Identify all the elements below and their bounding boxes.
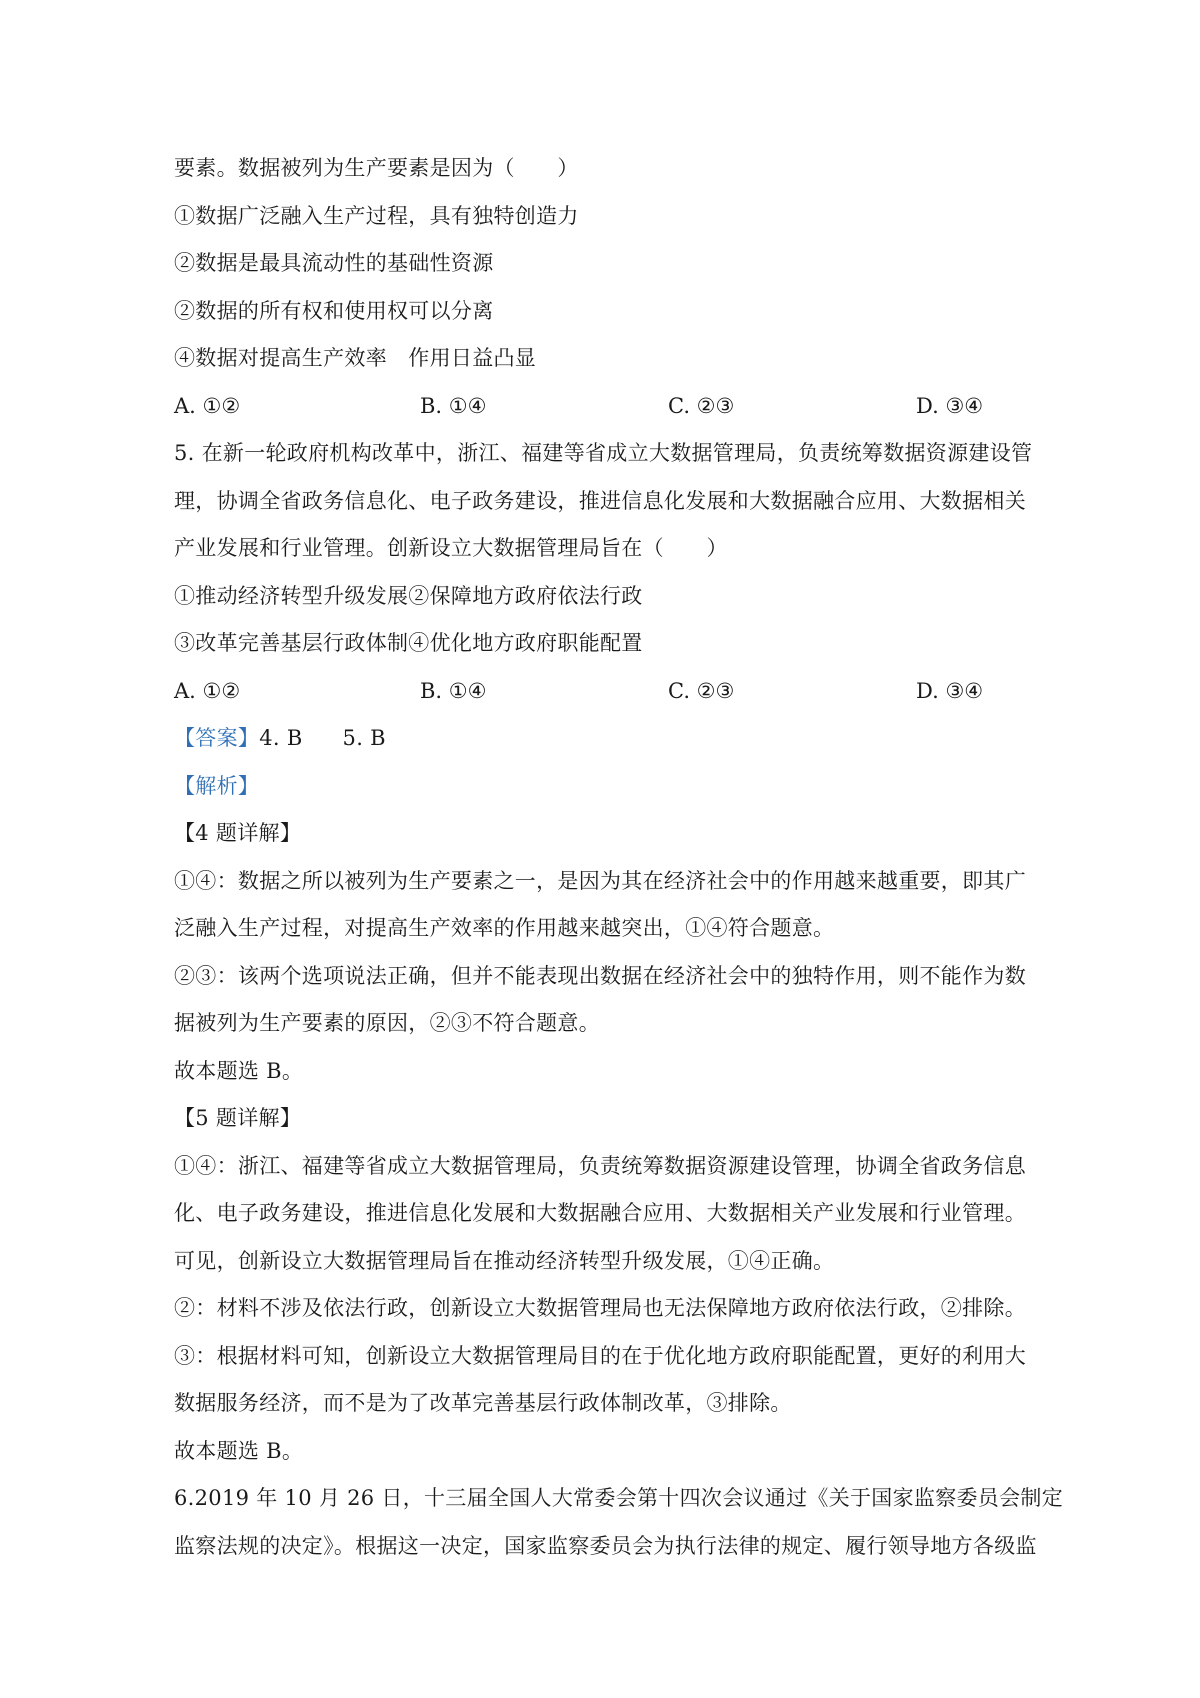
q6-stem-line-2: 监察法规的决定》。根据这一决定，国家监察委员会为执行法律的规定、履行领导地方各级监	[174, 1534, 1037, 1558]
q4-statement-4: ④数据对提高生产效率 作用日益凸显	[174, 346, 537, 370]
q4-option-d: D. ③④	[916, 394, 984, 418]
q4-statement-3: ②数据的所有权和使用权可以分离	[174, 299, 494, 323]
q4-statement-1: ①数据广泛融入生产过程，具有独特创造力	[174, 204, 579, 228]
q6-stem-line-1: 6.2019 年 10 月 26 日，十三届全国人大常委会第十四次会议通过《关于国家监察委员会制定	[174, 1486, 1063, 1510]
q5-detail-line-2: 化、电子政务建设，推进信息化发展和大数据融合应用、大数据相关产业发展和行业管理。	[174, 1201, 1026, 1225]
q5-option-c: C. ②③	[668, 679, 735, 703]
q5-option-d: D. ③④	[916, 679, 984, 703]
q5-option-b: B. ①④	[420, 679, 487, 703]
q5-stem-line-3: 产业发展和行业管理。创新设立大数据管理局旨在（ ）	[174, 536, 728, 560]
q5-detail-line-3: 可见，创新设立大数据管理局旨在推动经济转型升级发展，①④正确。	[174, 1249, 835, 1273]
q4-detail-line-2: 泛融入生产过程，对提高生产效率的作用越来越突出，①④符合题意。	[174, 916, 835, 940]
q4-detail-line-1: ①④：数据之所以被列为生产要素之一，是因为其在经济社会中的作用越来越重要，即其广	[174, 869, 1026, 893]
q4-detail-line-4: 据被列为生产要素的原因，②③不符合题意。	[174, 1011, 600, 1035]
answer-5: 5. B	[342, 726, 386, 750]
q5-detail-heading: 【5 题详解】	[174, 1106, 302, 1130]
analysis-label: 【解析】	[174, 774, 260, 798]
answer-4: 4. B	[259, 726, 303, 750]
q4-detail-heading: 【4 题详解】	[174, 821, 302, 845]
q5-statement-2: ③改革完善基层行政体制④优化地方政府职能配置	[174, 631, 643, 655]
q4-statement-2: ②数据是最具流动性的基础性资源	[174, 251, 494, 275]
q5-detail-line-6: 数据服务经济，而不是为了改革完善基层行政体制改革，③排除。	[174, 1391, 792, 1415]
q5-detail-line-5: ③：根据材料可知，创新设立大数据管理局目的在于优化地方政府职能配置，更好的利用大	[174, 1344, 1026, 1368]
answer-label: 【答案】	[174, 726, 260, 750]
q5-detail-line-4: ②：材料不涉及依法行政，创新设立大数据管理局也无法保障地方政府依法行政，②排除。	[174, 1296, 1026, 1320]
q5-stem-line-1: 5. 在新一轮政府机构改革中，浙江、福建等省成立大数据管理局，负责统筹数据资源建设管	[174, 441, 1033, 465]
q5-statement-1: ①推动经济转型升级发展②保障地方政府依法行政	[174, 584, 643, 608]
q4-stem: 要素。数据被列为生产要素是因为（ ）	[174, 156, 579, 180]
q4-detail-line-5: 故本题选 B。	[174, 1059, 304, 1083]
q4-detail-line-3: ②③：该两个选项说法正确，但并不能表现出数据在经济社会中的独特作用，则不能作为数	[174, 964, 1026, 988]
q4-option-b: B. ①④	[420, 394, 487, 418]
q4-option-c: C. ②③	[668, 394, 735, 418]
q5-detail-line-7: 故本题选 B。	[174, 1439, 304, 1463]
answer-line	[174, 723, 386, 753]
q5-option-a: A. ①②	[174, 679, 241, 703]
q5-stem-line-2: 理，协调全省政务信息化、电子政务建设，推进信息化发展和大数据融合应用、大数据相关	[174, 489, 1026, 513]
q5-detail-line-1: ①④：浙江、福建等省成立大数据管理局，负责统筹数据资源建设管理，协调全省政务信息	[174, 1154, 1026, 1178]
q4-option-a: A. ①②	[174, 394, 241, 418]
